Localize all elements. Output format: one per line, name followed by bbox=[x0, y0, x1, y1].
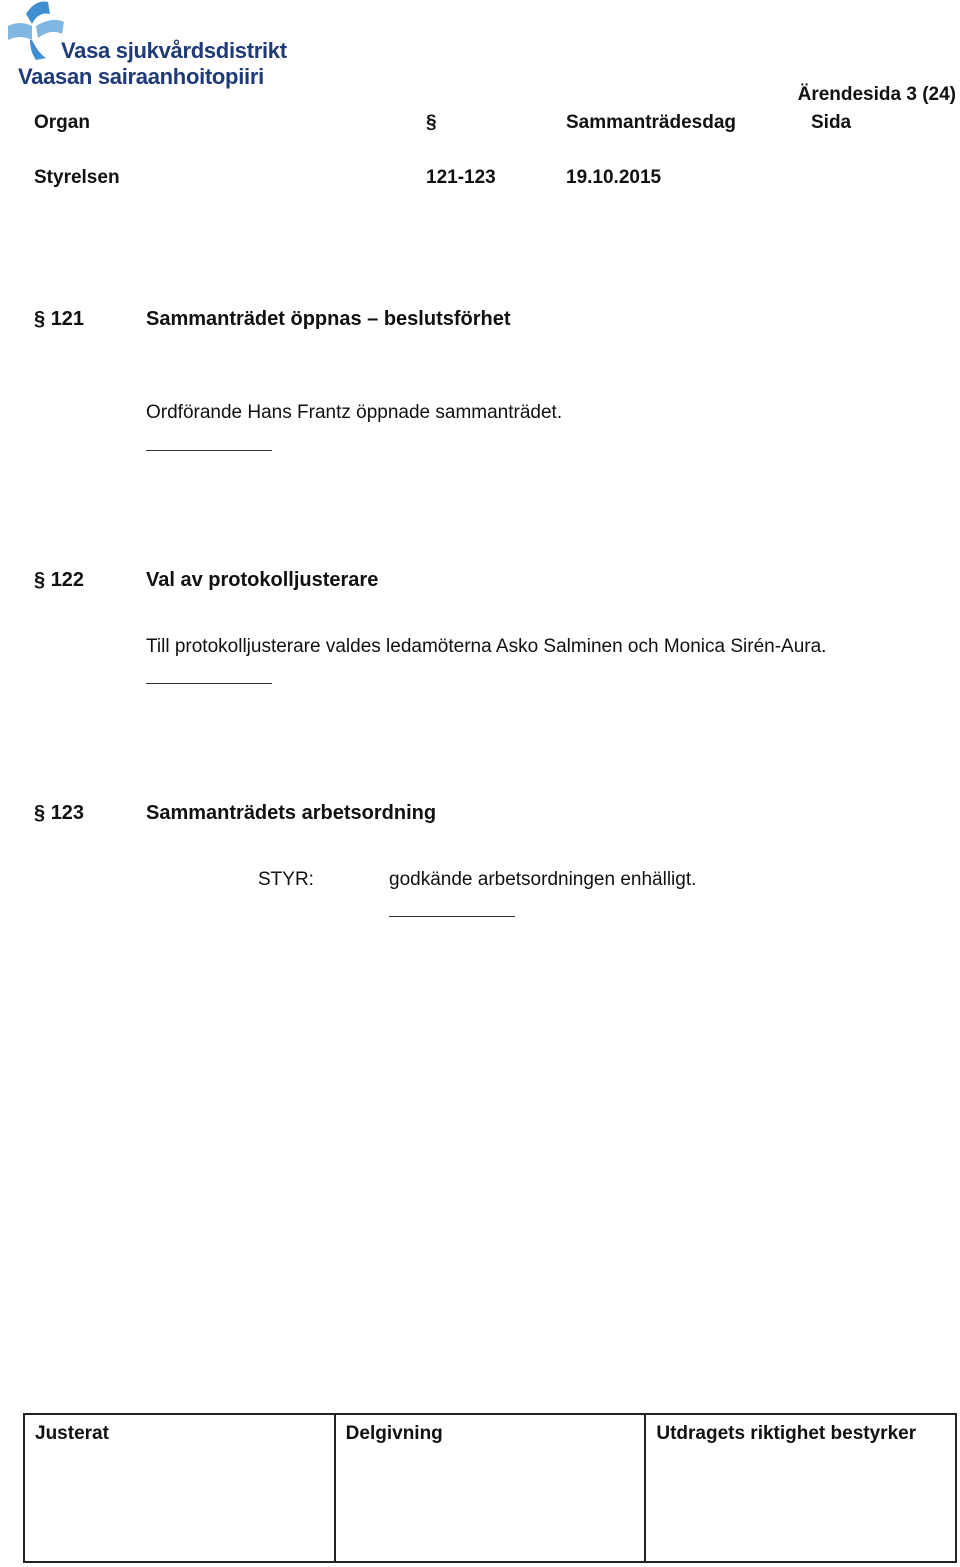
header-organ-label: Organ bbox=[34, 112, 90, 133]
header-date-value: 19.10.2015 bbox=[566, 167, 662, 188]
logo-icon bbox=[6, 0, 68, 62]
section-title: Val av protokolljusterare bbox=[146, 569, 379, 591]
section-body-text: Till protokolljusterare valdes ledamöterna Asko Salminen och Monica Sirén-Aura. bbox=[146, 636, 827, 657]
section-number: § 123 bbox=[34, 802, 85, 824]
decision-label: STYR: bbox=[258, 869, 314, 890]
logo-text-swedish: Vasa sjukvårdsdistrikt bbox=[61, 38, 287, 63]
section-body-text: Ordförande Hans Frantz öppnade sammanträdet. bbox=[146, 402, 563, 423]
footer-cell-delgivning: Delgivning bbox=[336, 1415, 647, 1561]
section-divider bbox=[389, 916, 515, 917]
signature-table bbox=[23, 1413, 957, 1563]
header-page-label: Sida bbox=[811, 112, 852, 133]
section-number: § 121 bbox=[34, 308, 85, 330]
footer-cell-justerat: Justerat bbox=[25, 1415, 336, 1561]
section-divider bbox=[146, 683, 272, 684]
page-number-label: Ärendesida 3 (24) bbox=[797, 84, 956, 105]
header-organ-value: Styrelsen bbox=[34, 167, 120, 188]
section-title: Sammanträdet öppnas – beslutsförhet bbox=[146, 308, 511, 330]
header-section-label: § bbox=[426, 112, 437, 133]
header-section-value: 121-123 bbox=[426, 167, 496, 188]
section-divider bbox=[146, 450, 272, 451]
section-number: § 122 bbox=[34, 569, 85, 591]
logo-text-finnish: Vaasan sairaanhoitopiiri bbox=[18, 64, 264, 89]
header-date-label: Sammanträdesdag bbox=[566, 112, 737, 133]
section-title: Sammanträdets arbetsordning bbox=[146, 802, 437, 824]
footer-cell-utdrag: Utdragets riktighet bestyrker bbox=[656, 1423, 917, 1444]
decision-text: godkände arbetsordningen enhälligt. bbox=[389, 869, 697, 890]
